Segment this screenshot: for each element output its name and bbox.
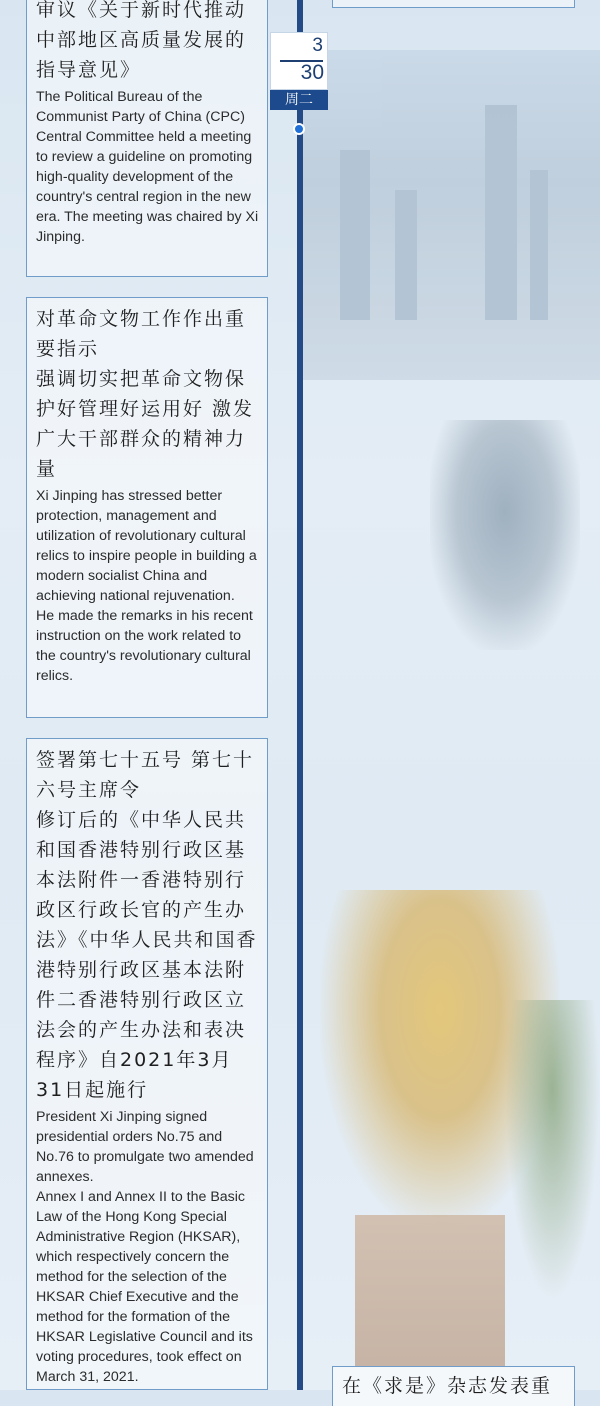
card-chinese-text: 签署第七十五号 第七十六号主席令 修订后的《中华人民共和国香港特别行政区基本法附件一香港特别行政区行政长官的产生办法》《中华人民共和国香港特别行政区基本法附件二香港特别行政区立法会的产生办法和表决程序》自2021年3月31日起施行 — [36, 749, 258, 1101]
timeline-bar — [297, 0, 303, 1390]
card-chinese-text: 在《求是》杂志发表重 — [342, 1375, 553, 1397]
card-english-text: The Political Bureau of the Communist Party of China (CPC) Central Committee held a meeting to review a guideline on promoting high-quality development of the country's central region in the new era. The meeting was chaired by Xi Jinping. — [36, 89, 259, 245]
palm-tree-image — [505, 1000, 600, 1300]
card-chinese-text: 审议《关于新时代推动中部地区高质量发展的指导意见》 — [36, 0, 247, 81]
city-skyline-image — [300, 50, 600, 380]
card-english-text: President Xi Jinping signed presidential orders No.75 and No.76 to promulgate two amended annexes. Annex I and Annex II to the Basic Law of the Hong Kong Special Administrative Region (HKSAR), which respectively concern the method for the selection of the HKSAR Chief Executive and the method for the formation of the HKSAR Legislative Council and its voting procedures, took effect on March 31, 2021. — [36, 1109, 254, 1385]
timeline-dot — [293, 123, 305, 135]
bronze-mask-image — [430, 420, 580, 650]
date-month: 3 — [312, 35, 323, 56]
right-card-top-fragment — [332, 0, 575, 8]
card-chinese-text: 对革命文物工作作出重要指示 强调切实把革命文物保护好管理好运用好 激发广大干部群众的精神力量 — [36, 308, 255, 480]
date-badge — [270, 32, 328, 108]
right-card-bottom-fragment — [332, 1366, 575, 1406]
news-card-cultural-relics — [26, 297, 268, 718]
date-day: 30 — [300, 61, 324, 84]
news-card-guideline — [26, 0, 268, 277]
date-weekday: 周二 — [270, 90, 328, 110]
news-card-presidential-orders — [26, 738, 268, 1390]
card-english-text: Xi Jinping has stressed better protection, management and utilization of revolutionary cultural relics to inspire people in building a modern socialist China and achieving national rejuvenation. He made the remarks in his recent instruction on the work related to the country's revolutionary cultural relics. — [36, 488, 257, 684]
statue-pedestal-image — [355, 1215, 505, 1390]
